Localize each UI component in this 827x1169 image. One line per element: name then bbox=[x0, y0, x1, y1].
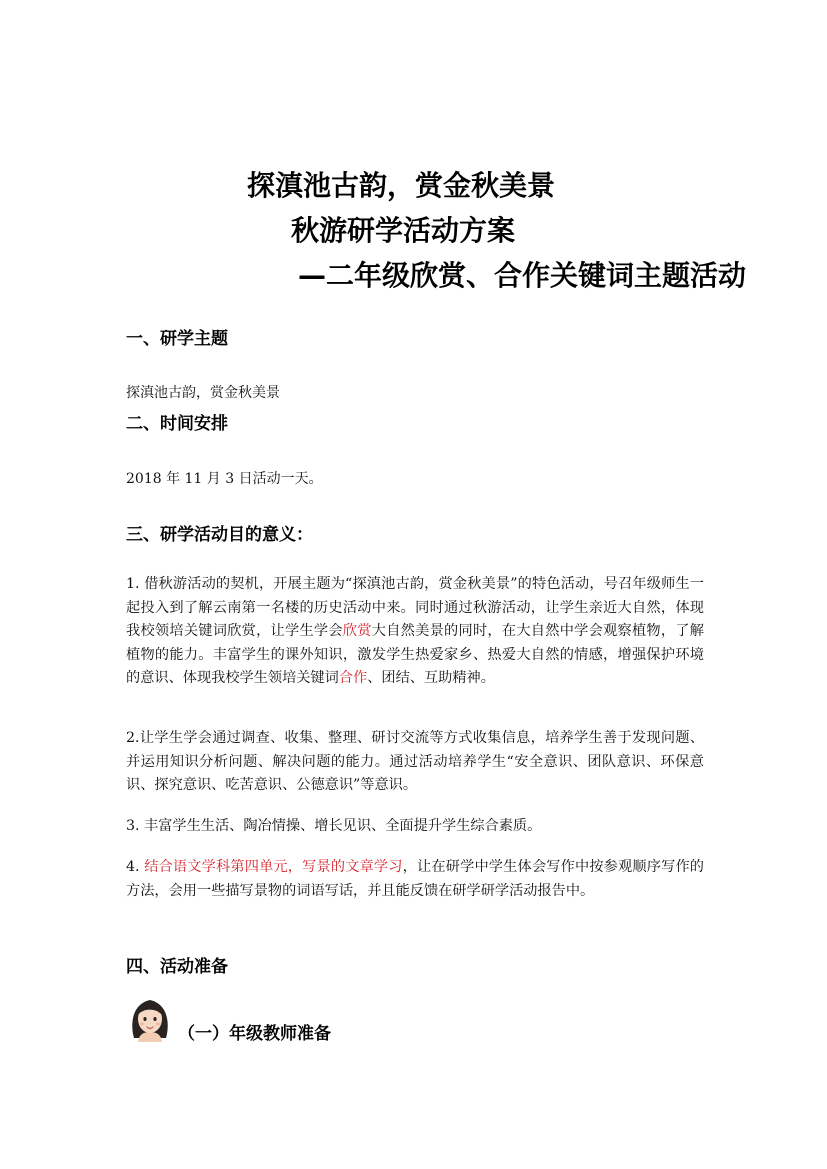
main-title: 探滇池古韵，赏金秋美景 bbox=[247, 169, 556, 202]
purpose-paragraph-1 bbox=[126, 573, 704, 691]
purpose-1-highlight-cooperate: 合作 bbox=[338, 670, 368, 686]
activity-theme-title: —二年级欣赏、合作关键词主题活动 bbox=[298, 259, 747, 292]
subtitle: 秋游研学活动方案 bbox=[291, 214, 516, 247]
section-heading-purpose: 三、研学活动目的意义： bbox=[126, 525, 313, 545]
subsection-teacher-preparation: （一）年级教师准备 bbox=[178, 1024, 331, 1044]
purpose-paragraph-2: 2.让学生学会通过调查、收集、整理、研讨交流等方式收集信息，培养学生善于发现问题、并运用知识分析问题、解决问题的能力。通过活动培养学生“安全意识、团队意识、环保意识、探究意识、吃苦意识、公德意识”等意识。 bbox=[126, 730, 704, 793]
purpose-paragraph-3: 3. 丰富学生生活、陶冶情操、增长见识、全面提升学生综合素质。 bbox=[126, 818, 542, 834]
purpose-4-number: 4. bbox=[126, 859, 145, 875]
section-heading-preparation: 四、活动准备 bbox=[126, 957, 228, 977]
purpose-1-text-b: 大自然美景的同时，在大自然中学会观察植物，了解植物的能力。丰富学生的课外知识，激发学生热爱家乡、热爱大自然的情感，增强保护环境的意识、体现我校学生领培关键词 bbox=[126, 623, 704, 686]
purpose-1-text-a: 1. 借秋游活动的契机，开展主题为“探滇池古韵，赏金秋美景”的特色活动，号召年级师生一起投入到了解云南第一名楼的历史活动中来。同时通过秋游活动，让学生亲近大自然，体现我校领培关键词欣赏，让学生学会 bbox=[126, 576, 704, 639]
purpose-1-text-c: 、团结、互助精神。 bbox=[367, 670, 495, 686]
theme-text: 探滇池古韵，赏金秋美景 bbox=[126, 385, 280, 401]
purpose-1-highlight-appreciate: 欣赏 bbox=[342, 623, 372, 639]
section-heading-theme: 一、研学主题 bbox=[126, 329, 228, 349]
purpose-4-text: ，让在研学中学生体会写作中按参观顺序写作的方法，会用一些描写景物的词语写话，并且能反馈在研学研学活动报告中。 bbox=[126, 859, 704, 899]
section-heading-schedule: 二、时间安排 bbox=[126, 414, 228, 434]
woman-teacher-icon bbox=[126, 994, 174, 1042]
purpose-4-highlight: 结合语文学科第四单元，写景的文章学习 bbox=[144, 859, 403, 875]
purpose-paragraph-4 bbox=[126, 856, 704, 903]
schedule-text: 2018 年 11 月 3 日活动一天。 bbox=[126, 471, 323, 487]
